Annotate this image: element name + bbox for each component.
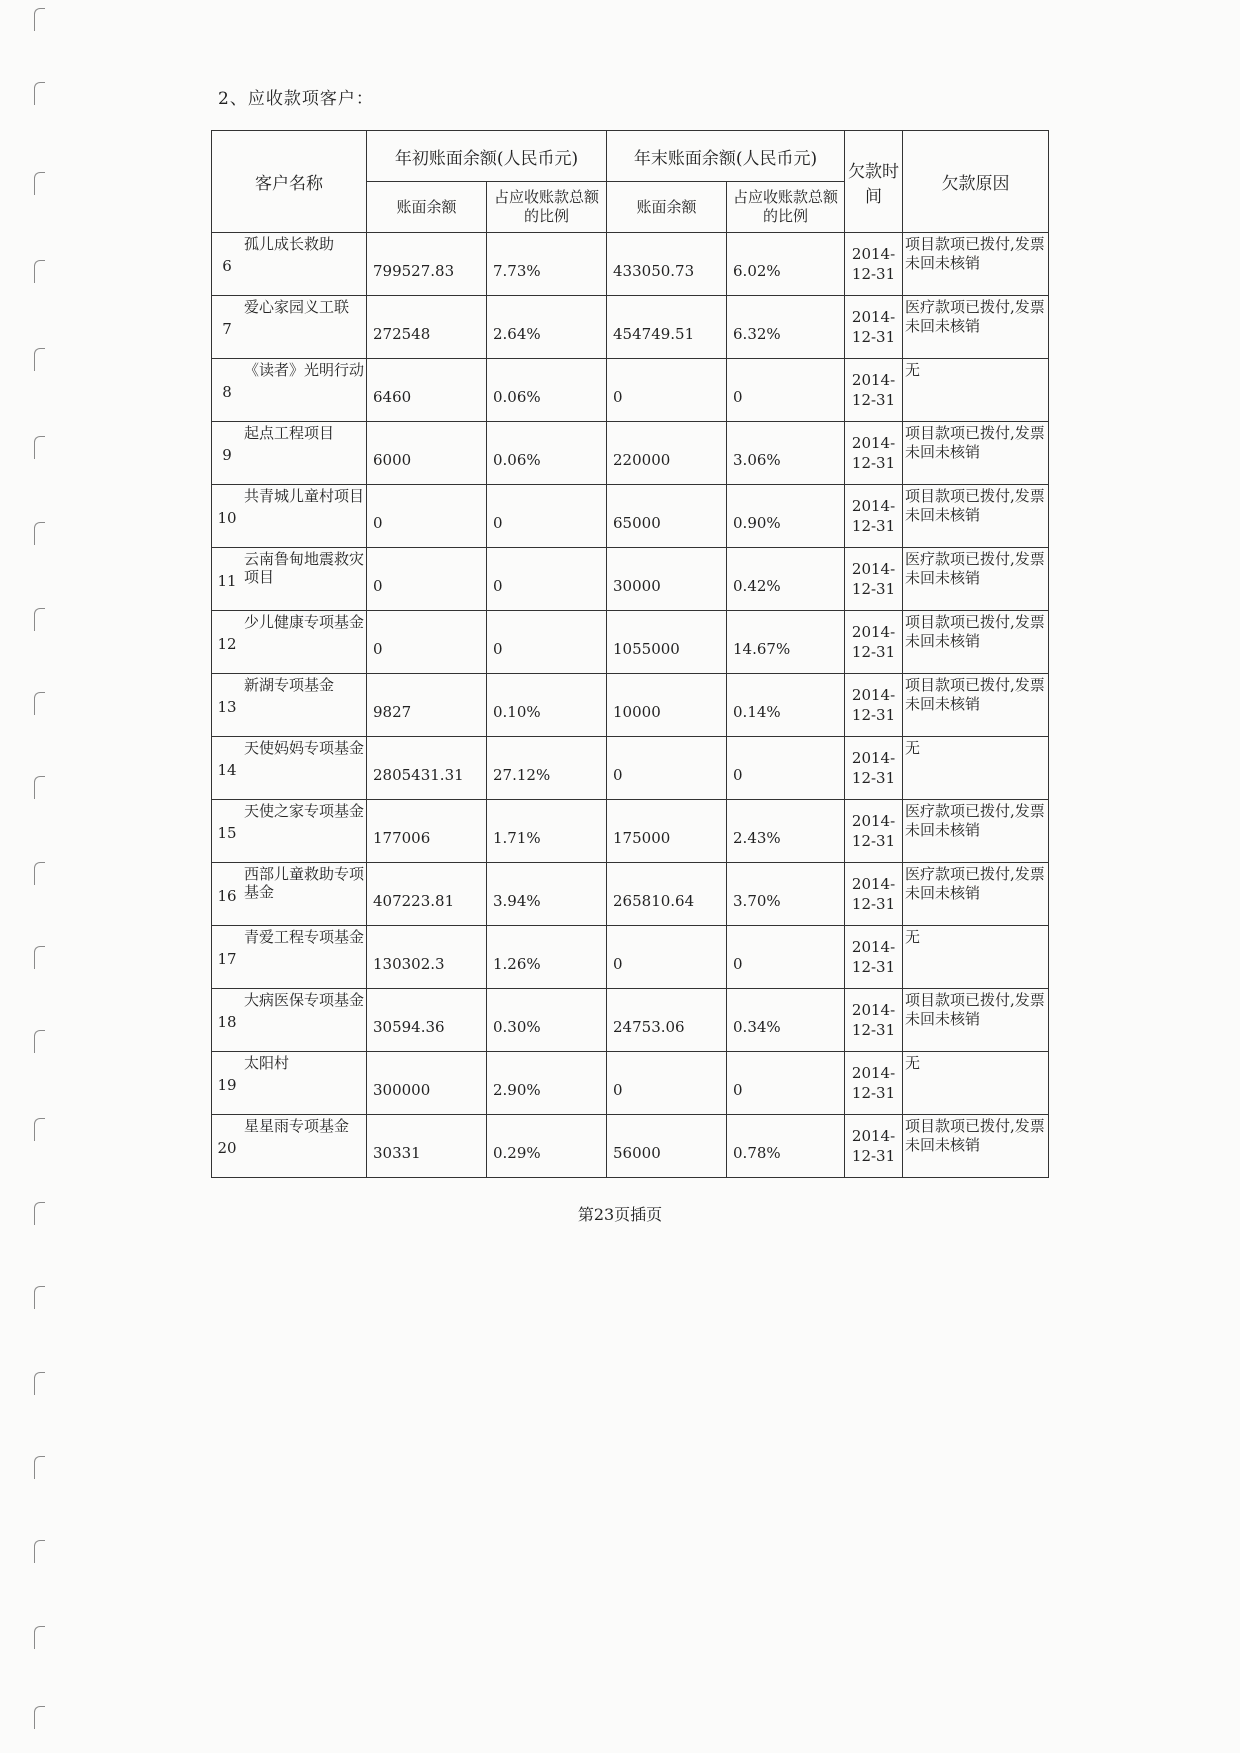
binding-mark — [34, 862, 45, 885]
open-balance-cell — [367, 737, 487, 800]
arrears-reason: 项目款项已拨付,发票未回未核销 — [903, 674, 1049, 737]
table-row — [212, 1115, 1049, 1178]
close-ratio: 0.34% — [733, 1018, 781, 1036]
customer-cell — [212, 548, 367, 611]
binding-mark — [34, 260, 45, 283]
arrears-date: 2014-12-31 — [845, 989, 903, 1052]
header-opening-balance: 年初账面余额(人民币元) — [367, 131, 607, 182]
open-ratio: 0.06% — [493, 388, 541, 406]
row-number: 17 — [217, 950, 237, 968]
close-balance: 10000 — [613, 703, 661, 721]
close-ratio-cell — [727, 1052, 845, 1115]
open-ratio-cell — [487, 359, 607, 422]
header-customer-name: 客户名称 — [212, 131, 367, 233]
close-balance-cell — [607, 359, 727, 422]
arrears-date: 2014-12-31 — [845, 359, 903, 422]
close-balance-cell — [607, 611, 727, 674]
customer-name: 太阳村 — [244, 1054, 290, 1072]
binding-mark — [34, 1540, 45, 1563]
row-number: 9 — [222, 446, 232, 464]
open-ratio-cell — [487, 548, 607, 611]
close-ratio-cell — [727, 1115, 845, 1178]
open-balance-cell — [367, 1115, 487, 1178]
close-balance-cell — [607, 800, 727, 863]
close-ratio: 0 — [733, 388, 743, 406]
close-ratio-cell — [727, 422, 845, 485]
close-ratio: 3.70% — [733, 892, 781, 910]
page-footer: 第23页插页 — [577, 1205, 663, 1224]
table-row — [212, 485, 1049, 548]
customer-cell — [212, 800, 367, 863]
binding-mark — [34, 1286, 45, 1309]
close-balance-cell — [607, 737, 727, 800]
open-ratio-cell — [487, 485, 607, 548]
close-balance-cell — [607, 863, 727, 926]
customer-name: 青爱工程专项基金 — [244, 928, 365, 946]
close-balance-cell — [607, 422, 727, 485]
close-ratio-cell — [727, 800, 845, 863]
arrears-reason: 项目款项已拨付,发票未回未核销 — [903, 485, 1049, 548]
open-balance: 130302.3 — [373, 955, 445, 973]
open-ratio-cell — [487, 989, 607, 1052]
close-balance-cell — [607, 926, 727, 989]
close-ratio: 0.42% — [733, 577, 781, 595]
customer-name: 新湖专项基金 — [244, 676, 335, 694]
close-ratio: 0.90% — [733, 514, 781, 532]
open-ratio: 1.26% — [493, 955, 541, 973]
customer-cell — [212, 674, 367, 737]
row-number: 13 — [217, 698, 237, 716]
close-ratio: 3.06% — [733, 451, 781, 469]
open-balance: 0 — [373, 640, 383, 658]
binding-mark — [34, 82, 45, 105]
close-balance: 265810.64 — [613, 892, 695, 910]
open-balance: 0 — [373, 514, 383, 532]
close-ratio-cell — [727, 296, 845, 359]
row-number: 14 — [217, 761, 237, 779]
row-number: 8 — [222, 383, 232, 401]
close-ratio: 0 — [733, 1081, 743, 1099]
arrears-date: 2014-12-31 — [845, 800, 903, 863]
open-balance-cell — [367, 296, 487, 359]
binding-mark — [34, 1372, 45, 1395]
customer-name: 少儿健康专项基金 — [244, 613, 365, 631]
close-ratio-cell — [727, 674, 845, 737]
open-ratio-cell — [487, 800, 607, 863]
open-balance-cell — [367, 674, 487, 737]
table-row — [212, 296, 1049, 359]
close-ratio-cell — [727, 611, 845, 674]
open-balance: 407223.81 — [373, 892, 455, 910]
close-balance-cell — [607, 674, 727, 737]
close-ratio: 0 — [733, 766, 743, 784]
close-balance: 1055000 — [613, 640, 680, 658]
close-balance: 175000 — [613, 829, 671, 847]
table-row — [212, 989, 1049, 1052]
table-row — [212, 800, 1049, 863]
customer-cell — [212, 233, 367, 296]
binding-mark — [34, 522, 45, 545]
open-balance-cell — [367, 863, 487, 926]
binding-mark — [34, 1118, 45, 1141]
binding-mark — [34, 1456, 45, 1479]
arrears-date: 2014-12-31 — [845, 233, 903, 296]
open-ratio: 2.90% — [493, 1081, 541, 1099]
open-balance-cell — [367, 422, 487, 485]
arrears-reason: 项目款项已拨付,发票未回未核销 — [903, 233, 1049, 296]
header-close-book-balance: 账面余额 — [607, 182, 727, 233]
row-number: 10 — [217, 509, 237, 527]
open-balance-cell — [367, 926, 487, 989]
customer-name: 西部儿童救助专项基金 — [244, 865, 365, 901]
binding-mark — [34, 8, 45, 31]
customer-cell — [212, 863, 367, 926]
close-balance: 454749.51 — [613, 325, 695, 343]
table-row — [212, 674, 1049, 737]
close-ratio-cell — [727, 926, 845, 989]
open-balance: 30331 — [373, 1144, 421, 1162]
open-ratio: 0.30% — [493, 1018, 541, 1036]
open-balance-cell — [367, 359, 487, 422]
open-balance: 6460 — [373, 388, 412, 406]
binding-mark — [34, 348, 45, 371]
customer-cell — [212, 926, 367, 989]
customer-cell — [212, 737, 367, 800]
open-ratio-cell — [487, 926, 607, 989]
open-balance-cell — [367, 611, 487, 674]
customer-cell — [212, 296, 367, 359]
binding-mark — [34, 436, 45, 459]
close-balance: 65000 — [613, 514, 661, 532]
close-balance-cell — [607, 548, 727, 611]
open-ratio-cell — [487, 863, 607, 926]
close-balance: 30000 — [613, 577, 661, 595]
row-number: 6 — [222, 257, 232, 275]
header-arrears-reason: 欠款原因 — [903, 131, 1049, 233]
arrears-reason: 无 — [903, 926, 1049, 989]
customer-name: 天使妈妈专项基金 — [244, 739, 365, 757]
open-ratio-cell — [487, 233, 607, 296]
table-row — [212, 548, 1049, 611]
open-ratio-cell — [487, 1052, 607, 1115]
close-balance-cell — [607, 485, 727, 548]
close-balance-cell — [607, 233, 727, 296]
close-ratio-cell — [727, 737, 845, 800]
close-balance: 0 — [613, 955, 623, 973]
customer-name: 起点工程项目 — [244, 424, 335, 442]
arrears-date: 2014-12-31 — [845, 548, 903, 611]
binding-mark — [34, 946, 45, 969]
open-balance: 799527.83 — [373, 262, 455, 280]
binding-mark — [34, 608, 45, 631]
binding-mark — [34, 1706, 45, 1729]
open-ratio: 0.10% — [493, 703, 541, 721]
binding-mark — [34, 776, 45, 799]
row-number: 20 — [217, 1139, 237, 1157]
close-ratio: 6.02% — [733, 262, 781, 280]
table-row — [212, 422, 1049, 485]
customer-cell — [212, 1115, 367, 1178]
open-ratio-cell — [487, 611, 607, 674]
open-ratio: 0 — [493, 577, 503, 595]
arrears-date: 2014-12-31 — [845, 1115, 903, 1178]
close-balance-cell — [607, 296, 727, 359]
close-ratio-cell — [727, 548, 845, 611]
open-balance-cell — [367, 233, 487, 296]
arrears-date: 2014-12-31 — [845, 737, 903, 800]
customer-name: 云南鲁甸地震救灾项目 — [244, 550, 365, 586]
row-number: 15 — [217, 824, 237, 842]
open-ratio: 0 — [493, 514, 503, 532]
open-balance-cell — [367, 1052, 487, 1115]
open-ratio: 3.94% — [493, 892, 541, 910]
row-number: 16 — [217, 887, 237, 905]
arrears-reason: 项目款项已拨付,发票未回未核销 — [903, 611, 1049, 674]
open-ratio: 0 — [493, 640, 503, 658]
table-body — [212, 233, 1049, 1178]
section-title: 2、应收款项客户： — [218, 89, 374, 109]
arrears-reason: 医疗款项已拨付,发票未回未核销 — [903, 548, 1049, 611]
close-ratio-cell — [727, 485, 845, 548]
table-row — [212, 737, 1049, 800]
header-close-ratio: 占应收账款总额的比例 — [727, 182, 845, 233]
binding-mark — [34, 172, 45, 195]
binding-mark — [34, 692, 45, 715]
arrears-reason: 医疗款项已拨付,发票未回未核销 — [903, 800, 1049, 863]
open-balance-cell — [367, 485, 487, 548]
close-balance: 24753.06 — [613, 1018, 685, 1036]
open-ratio-cell — [487, 296, 607, 359]
arrears-date: 2014-12-31 — [845, 674, 903, 737]
arrears-date: 2014-12-31 — [845, 485, 903, 548]
customer-name: 共青城儿童村项目 — [244, 487, 365, 505]
table-row — [212, 1052, 1049, 1115]
open-ratio: 0.06% — [493, 451, 541, 469]
row-number: 18 — [217, 1013, 237, 1031]
close-balance: 56000 — [613, 1144, 661, 1162]
arrears-reason: 项目款项已拨付,发票未回未核销 — [903, 1115, 1049, 1178]
arrears-reason: 医疗款项已拨付,发票未回未核销 — [903, 296, 1049, 359]
header-open-book-balance: 账面余额 — [367, 182, 487, 233]
customer-cell — [212, 989, 367, 1052]
open-balance: 9827 — [373, 703, 412, 721]
close-balance: 433050.73 — [613, 262, 695, 280]
close-ratio: 6.32% — [733, 325, 781, 343]
open-balance: 0 — [373, 577, 383, 595]
binding-mark — [34, 1030, 45, 1053]
close-ratio: 14.67% — [733, 640, 791, 658]
customer-cell — [212, 1052, 367, 1115]
header-arrears-time: 欠款时间 — [845, 131, 903, 233]
close-ratio: 0 — [733, 955, 743, 973]
table-row — [212, 611, 1049, 674]
customer-name: 《读者》光明行动 — [244, 361, 365, 379]
receivables-table — [211, 130, 1049, 1178]
close-balance-cell — [607, 1052, 727, 1115]
close-balance-cell — [607, 989, 727, 1052]
close-ratio-cell — [727, 233, 845, 296]
close-balance: 0 — [613, 1081, 623, 1099]
customer-cell — [212, 359, 367, 422]
table-row — [212, 863, 1049, 926]
customer-cell — [212, 422, 367, 485]
customer-cell — [212, 485, 367, 548]
arrears-reason: 无 — [903, 359, 1049, 422]
open-ratio: 0.29% — [493, 1144, 541, 1162]
open-ratio-cell — [487, 422, 607, 485]
close-ratio: 2.43% — [733, 829, 781, 847]
close-ratio-cell — [727, 989, 845, 1052]
arrears-reason: 医疗款项已拨付,发票未回未核销 — [903, 863, 1049, 926]
arrears-reason: 无 — [903, 1052, 1049, 1115]
customer-name: 大病医保专项基金 — [244, 991, 365, 1009]
close-balance-cell — [607, 1115, 727, 1178]
open-balance: 6000 — [373, 451, 412, 469]
row-number: 12 — [217, 635, 237, 653]
arrears-date: 2014-12-31 — [845, 422, 903, 485]
close-balance: 220000 — [613, 451, 671, 469]
arrears-date: 2014-12-31 — [845, 863, 903, 926]
open-ratio: 27.12% — [493, 766, 551, 784]
table-row — [212, 926, 1049, 989]
open-balance: 300000 — [373, 1081, 431, 1099]
table-row — [212, 359, 1049, 422]
open-ratio: 7.73% — [493, 262, 541, 280]
open-balance: 30594.36 — [373, 1018, 445, 1036]
customer-name: 孤儿成长救助 — [244, 235, 335, 253]
close-ratio-cell — [727, 359, 845, 422]
row-number: 11 — [217, 572, 237, 590]
arrears-reason: 项目款项已拨付,发票未回未核销 — [903, 422, 1049, 485]
open-ratio-cell — [487, 1115, 607, 1178]
close-balance: 0 — [613, 388, 623, 406]
open-balance-cell — [367, 548, 487, 611]
header-open-ratio: 占应收账款总额的比例 — [487, 182, 607, 233]
arrears-date: 2014-12-31 — [845, 1052, 903, 1115]
header-closing-balance: 年末账面余额(人民币元) — [607, 131, 845, 182]
row-number: 7 — [222, 320, 232, 338]
customer-cell — [212, 611, 367, 674]
arrears-date: 2014-12-31 — [845, 926, 903, 989]
open-ratio-cell — [487, 737, 607, 800]
close-ratio-cell — [727, 863, 845, 926]
row-number: 19 — [217, 1076, 237, 1094]
open-balance-cell — [367, 989, 487, 1052]
arrears-date: 2014-12-31 — [845, 296, 903, 359]
close-ratio: 0.14% — [733, 703, 781, 721]
open-balance: 177006 — [373, 829, 431, 847]
open-balance-cell — [367, 800, 487, 863]
table-row — [212, 233, 1049, 296]
open-ratio-cell — [487, 674, 607, 737]
arrears-date: 2014-12-31 — [845, 611, 903, 674]
open-ratio: 1.71% — [493, 829, 541, 847]
customer-name: 天使之家专项基金 — [244, 802, 365, 820]
close-ratio: 0.78% — [733, 1144, 781, 1162]
open-balance: 2805431.31 — [373, 766, 464, 784]
arrears-reason: 项目款项已拨付,发票未回未核销 — [903, 989, 1049, 1052]
open-ratio: 2.64% — [493, 325, 541, 343]
close-balance: 0 — [613, 766, 623, 784]
arrears-reason: 无 — [903, 737, 1049, 800]
open-balance: 272548 — [373, 325, 431, 343]
customer-name: 爱心家园义工联 — [244, 298, 350, 316]
binding-mark — [34, 1626, 45, 1649]
customer-name: 星星雨专项基金 — [244, 1117, 350, 1135]
